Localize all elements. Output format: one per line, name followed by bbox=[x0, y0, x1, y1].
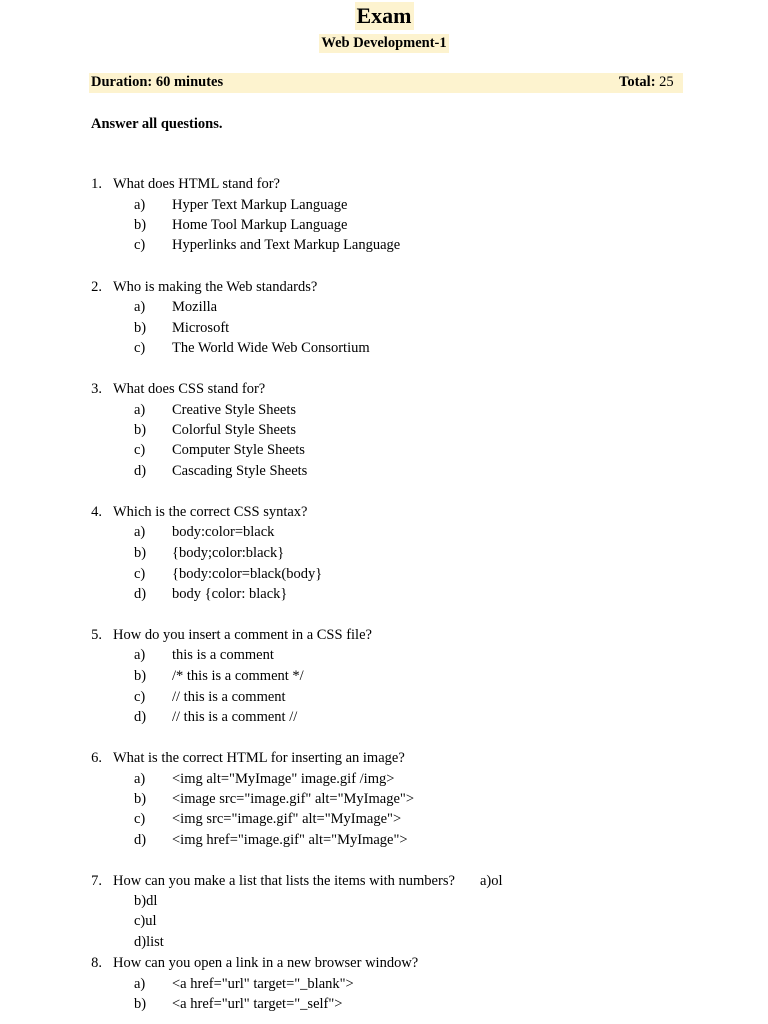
option-letter: a) bbox=[134, 299, 146, 315]
option-text: body:color=black bbox=[172, 524, 275, 540]
exam-title-wrap bbox=[0, 2, 768, 30]
option-text: Colorful Style Sheets bbox=[172, 422, 297, 438]
option-letter: b) bbox=[134, 791, 147, 807]
option-text: /* this is a comment */ bbox=[172, 668, 304, 684]
option-letter: c) bbox=[134, 340, 146, 356]
option-letter: d) bbox=[134, 832, 147, 848]
total-marks bbox=[619, 74, 674, 91]
option-text: a)ol bbox=[480, 873, 503, 889]
option-text: <img href="image.gif" alt="MyImage"> bbox=[172, 832, 408, 848]
exam-title: Exam bbox=[356, 3, 412, 28]
option-letter: a) bbox=[134, 524, 146, 540]
option-letter: a) bbox=[134, 402, 146, 418]
option-text: body {color: black} bbox=[172, 586, 288, 602]
option-text: Computer Style Sheets bbox=[172, 442, 305, 458]
option-letter: a) bbox=[134, 976, 146, 992]
option-text: <img src="image.gif" alt="MyImage"> bbox=[172, 811, 402, 827]
question-text: Which is the correct CSS syntax? bbox=[113, 504, 308, 520]
option-letter: d) bbox=[134, 709, 147, 725]
question-number: 5. bbox=[91, 627, 102, 643]
option-text: <img alt="MyImage" image.gif /img> bbox=[172, 771, 395, 787]
option-text: // this is a comment bbox=[172, 689, 286, 705]
option-letter: b) bbox=[134, 217, 147, 233]
option-letter: c) bbox=[134, 442, 146, 458]
option-text: Hyperlinks and Text Markup Language bbox=[172, 237, 401, 253]
option-letter: b) bbox=[134, 996, 147, 1012]
option-text: {body;color:black} bbox=[172, 545, 285, 561]
option-text: Mozilla bbox=[172, 299, 218, 315]
option-letter: d) bbox=[134, 586, 147, 602]
option-text: Home Tool Markup Language bbox=[172, 217, 348, 233]
option-text: Microsoft bbox=[172, 320, 230, 336]
option-text: // this is a comment // bbox=[172, 709, 298, 725]
option-letter: a) bbox=[134, 647, 146, 663]
question-text: Who is making the Web standards? bbox=[113, 279, 318, 295]
question-number: 2. bbox=[91, 279, 102, 295]
option-text: The World Wide Web Consortium bbox=[172, 340, 370, 356]
option-letter: c) bbox=[134, 811, 146, 827]
option-letter: c) bbox=[134, 566, 146, 582]
total-value: 25 bbox=[659, 74, 674, 90]
option-text: d)list bbox=[134, 934, 164, 950]
question-text: What is the correct HTML for inserting an image? bbox=[113, 750, 405, 766]
option-text: Hyper Text Markup Language bbox=[172, 197, 348, 213]
option-letter: b) bbox=[134, 668, 147, 684]
question-text: How can you open a link in a new browser window? bbox=[113, 955, 419, 971]
option-text: <a href="url" target="_blank"> bbox=[172, 976, 354, 992]
question-number: 8. bbox=[91, 955, 102, 971]
option-letter: b) bbox=[134, 320, 147, 336]
question-number: 3. bbox=[91, 381, 102, 397]
option-text: <image src="image.gif" alt="MyImage"> bbox=[172, 791, 414, 807]
exam-subtitle: Web Development-1 bbox=[321, 35, 447, 51]
question-number: 7. bbox=[91, 873, 102, 889]
option-letter: c) bbox=[134, 237, 146, 253]
option-text: Creative Style Sheets bbox=[172, 402, 297, 418]
question-number: 4. bbox=[91, 504, 102, 520]
instruction-text: Answer all questions. bbox=[91, 116, 223, 132]
option-letter: d) bbox=[134, 463, 147, 479]
total-label: Total: bbox=[619, 74, 656, 90]
option-text: {body:color=black(body} bbox=[172, 566, 323, 582]
exam-subtitle-wrap bbox=[0, 34, 768, 53]
option-text: c)ul bbox=[134, 913, 157, 929]
option-letter: c) bbox=[134, 689, 146, 705]
option-text: b)dl bbox=[134, 893, 158, 909]
duration-label: Duration: 60 minutes bbox=[91, 74, 224, 90]
question-text: How can you make a list that lists the items with numbers? bbox=[113, 873, 455, 889]
option-letter: a) bbox=[134, 771, 146, 787]
question-text: What does HTML stand for? bbox=[113, 176, 280, 192]
option-letter: b) bbox=[134, 422, 147, 438]
question-number: 1. bbox=[91, 176, 102, 192]
option-letter: b) bbox=[134, 545, 147, 561]
question-text: What does CSS stand for? bbox=[113, 381, 266, 397]
question-text: How do you insert a comment in a CSS file? bbox=[113, 627, 372, 643]
option-text: this is a comment bbox=[172, 647, 274, 663]
question-number: 6. bbox=[91, 750, 102, 766]
option-text: Cascading Style Sheets bbox=[172, 463, 308, 479]
option-text: <a href="url" target="_self"> bbox=[172, 996, 343, 1012]
option-letter: a) bbox=[134, 197, 146, 213]
